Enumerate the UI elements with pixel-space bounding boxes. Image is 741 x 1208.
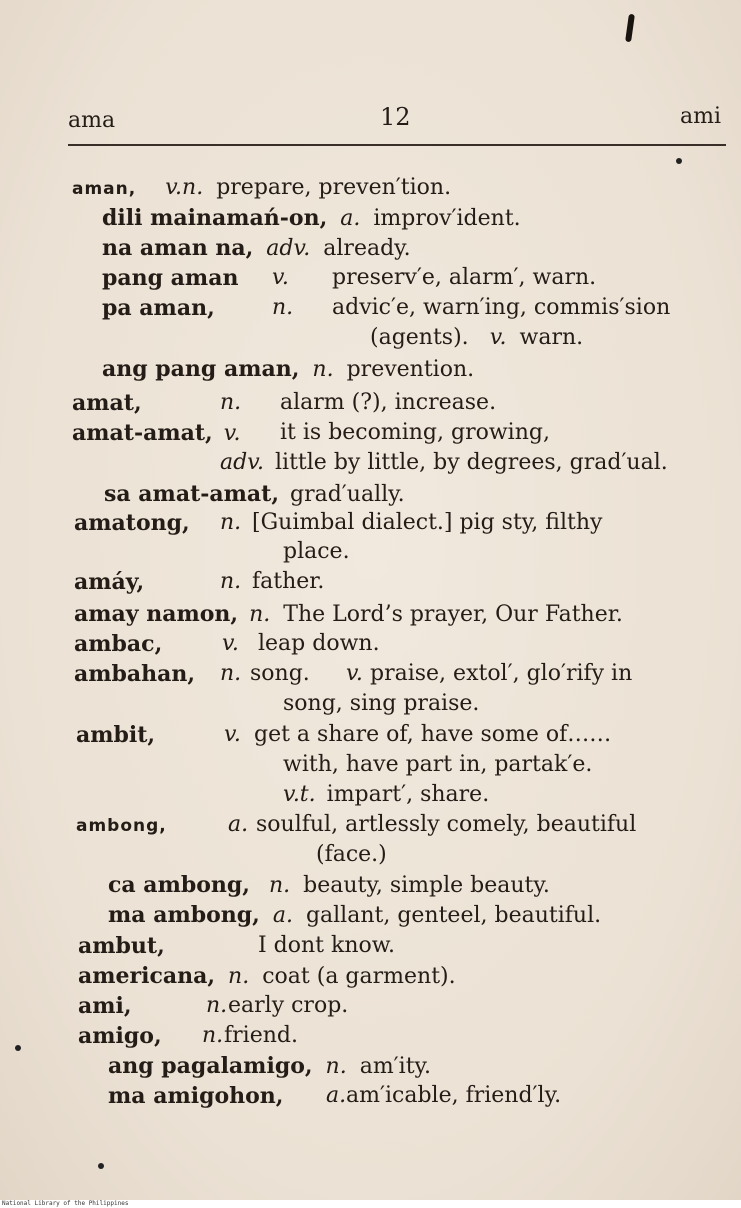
entry-definition: place.: [283, 539, 350, 564]
entry-definition: leap down.: [258, 631, 380, 656]
entry-headword: ambut,: [78, 933, 165, 959]
entry-continuation: [283, 782, 489, 808]
entry-continuation: [283, 539, 350, 565]
dictionary-entry: [108, 1053, 431, 1080]
dictionary-entry: [102, 235, 411, 262]
dictionary-entry: [72, 390, 497, 417]
entry-pos: v.: [346, 661, 363, 686]
running-head-left: ama: [68, 108, 116, 133]
dictionary-entry: [78, 963, 456, 990]
entry-definition: song.: [250, 661, 310, 686]
entry-definition: beauty, simple beauty.: [303, 873, 550, 898]
entry-definition: (agents).: [370, 325, 469, 350]
entry-pos: v.n.: [165, 175, 204, 200]
entry-definition: [Guimbal dialect.] pig sty, filthy: [252, 510, 603, 535]
entry-continuation: [283, 691, 479, 717]
entry-pos: n.: [249, 602, 271, 627]
dictionary-entry: [78, 1023, 298, 1050]
dictionary-entry: [78, 993, 349, 1020]
dictionary-entry: [108, 872, 550, 899]
entry-pos: n.: [268, 873, 291, 898]
entry-definition: gallant, genteel, beautiful.: [305, 903, 602, 928]
entry-headword: amigo,: [78, 1023, 162, 1049]
entry-headword: sa amat-amat,: [104, 481, 279, 507]
entry-pos: adv.: [220, 450, 265, 475]
entry-definition: (face.): [316, 842, 387, 867]
dictionary-entry: [74, 601, 623, 628]
dictionary-entry: [76, 722, 612, 749]
entry-definition: little by little, by degrees, grad′ual.: [275, 450, 668, 475]
ink-speck: [676, 158, 682, 164]
entry-headword: na aman na,: [102, 235, 254, 261]
ink-speck: [98, 1163, 104, 1169]
dictionary-entry: [102, 295, 671, 322]
page-number: 12: [380, 103, 411, 131]
entry-pos: n.: [220, 510, 242, 535]
entry-headword: ambac,: [74, 631, 163, 657]
entry-headword: ambit,: [76, 722, 156, 748]
entry-headword: americana,: [78, 963, 216, 989]
entry-headword: pa aman,: [102, 295, 215, 321]
entry-headword: ambahan,: [74, 661, 196, 687]
header-rule: [68, 144, 726, 146]
dictionary-entry: [72, 175, 451, 202]
entry-pos: n.: [228, 964, 250, 989]
entry-headword: pang aman: [102, 265, 239, 291]
entry-definition: father.: [252, 569, 325, 594]
entry-headword: amat-amat,: [72, 420, 213, 446]
entry-pos: v.: [489, 325, 507, 350]
entry-definition: prevention.: [346, 357, 475, 382]
dictionary-entry: [74, 631, 380, 658]
entry-pos: n.: [220, 569, 242, 594]
entry-pos: v.: [272, 265, 289, 290]
entry-headword: ca ambong,: [108, 872, 250, 898]
entry-definition: coat (a garment).: [262, 964, 456, 989]
entry-definition: impart′, share.: [326, 782, 490, 807]
entry-headword: ang pagalamigo,: [108, 1053, 313, 1079]
entry-pos: n.: [220, 390, 242, 415]
dictionary-entry: [102, 205, 521, 232]
entry-definition: praise, extol′, glo′rify in: [370, 661, 633, 686]
entry-pos: v.t.: [283, 782, 316, 807]
entry-continuation: [316, 842, 387, 868]
entry-definition: warn.: [519, 325, 584, 350]
entry-pos: n.: [220, 661, 242, 686]
entry-headword: ami,: [78, 993, 132, 1019]
entry-headword: amat,: [72, 390, 142, 416]
entry-pos: n.: [272, 295, 294, 320]
dictionary-entry: [78, 933, 395, 960]
entry-continuation: [220, 450, 668, 476]
dictionary-entry: [74, 661, 633, 688]
scan-credit: National Library of the Philippines: [0, 1200, 741, 1208]
entry-headword: amay namon,: [74, 601, 239, 627]
entry-definition: get a share of, have some of……: [254, 722, 612, 747]
entry-pos: v.: [224, 722, 241, 747]
entry-headword: ma amigohon,: [108, 1083, 284, 1109]
entry-pos: a.: [326, 1083, 347, 1108]
entry-headword: aman,: [72, 179, 137, 199]
entry-pos: a.: [272, 903, 293, 928]
entry-definition: friend.: [224, 1023, 298, 1048]
entry-pos: a.: [228, 812, 249, 837]
dictionary-entry: [102, 265, 597, 292]
entry-definition: already.: [323, 236, 411, 261]
entry-pos: n.: [325, 1054, 347, 1079]
entry-pos: n.: [206, 993, 228, 1018]
dictionary-entry: [102, 356, 474, 383]
entry-definition: improv′ident.: [373, 206, 521, 231]
entry-definition: The Lord’s prayer, Our Father.: [283, 602, 623, 627]
entry-definition: with, have part in, partak′e.: [283, 752, 593, 777]
dictionary-entry: [72, 420, 550, 447]
dictionary-entry: [108, 902, 601, 929]
ink-speck: [15, 1045, 21, 1051]
ink-mark: [625, 14, 635, 43]
entry-headword: amatong,: [74, 510, 190, 536]
entry-definition: grad′ually.: [290, 482, 405, 507]
entry-continuation: [370, 325, 583, 351]
entry-headword: ang pang aman,: [102, 356, 300, 382]
entry-definition: advic′e, warn′ing, commis′sion: [332, 295, 671, 320]
entry-definition: am′icable, friend′ly.: [346, 1083, 562, 1108]
dictionary-entry: [108, 1083, 562, 1110]
entry-definition: song, sing praise.: [283, 691, 480, 716]
dictionary-entry: [76, 812, 637, 839]
entry-definition: alarm (?), increase.: [280, 390, 497, 415]
entry-pos: n.: [312, 357, 334, 382]
dictionary-entry: [74, 510, 603, 537]
entry-definition: prepare, preven′tion.: [216, 175, 452, 200]
running-head-right: ami: [680, 104, 722, 129]
entry-headword: ma ambong,: [108, 902, 260, 928]
entry-pos: v.: [223, 421, 241, 446]
entry-pos: a.: [340, 206, 361, 231]
entry-pos: adv.: [266, 236, 311, 261]
dictionary-entry: [104, 481, 405, 508]
entry-pos: n.: [202, 1023, 224, 1048]
entry-definition: I dont know.: [258, 933, 395, 958]
entry-definition: early crop.: [228, 993, 349, 1018]
entry-pos: v.: [222, 631, 239, 656]
entry-definition: soulful, artlessly comely, beautiful: [256, 812, 637, 837]
entry-definition: preserv′e, alarm′, warn.: [332, 265, 597, 290]
entry-definition: it is becoming, growing,: [280, 420, 550, 445]
dictionary-entry: [74, 569, 325, 596]
entry-continuation: [283, 752, 592, 778]
entry-headword: ambong,: [76, 816, 167, 836]
entry-headword: dili mainamań-on,: [102, 205, 328, 231]
entry-definition: am′ity.: [359, 1054, 432, 1079]
entry-headword: amáy,: [74, 569, 145, 595]
